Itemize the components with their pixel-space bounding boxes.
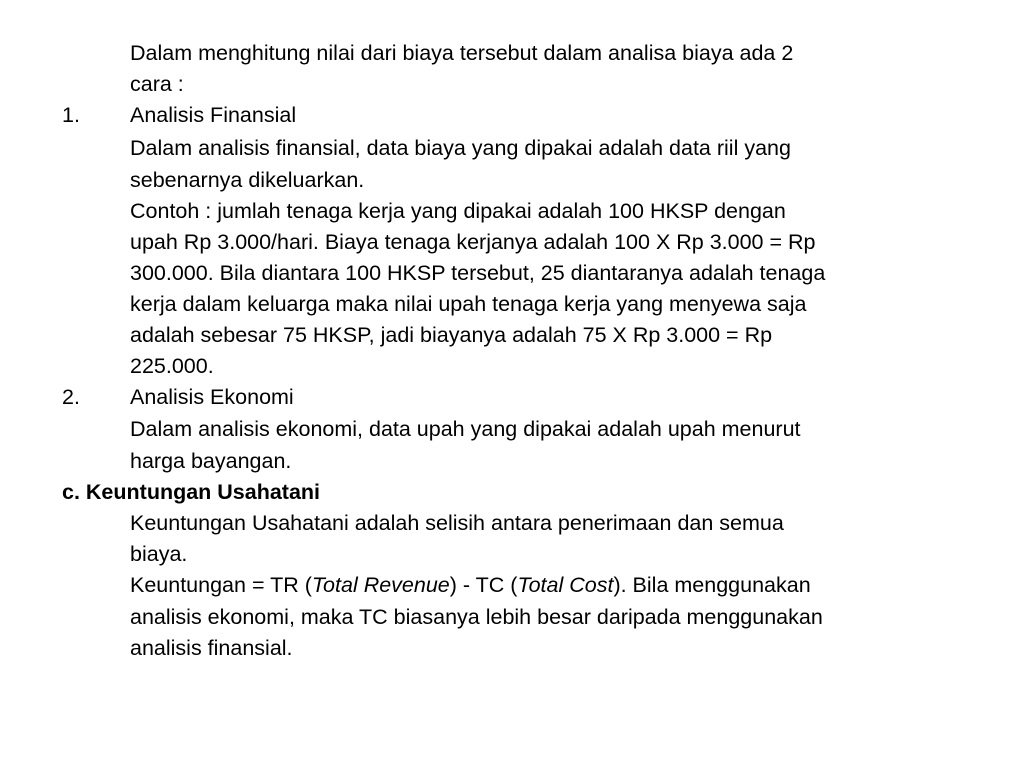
formula-suffix: ). Bila menggunakan [613,573,811,597]
total-revenue-term: Total Revenue [311,573,450,597]
item-2-title: Analisis Ekonomi [130,385,294,409]
total-cost-term: Total Cost [517,573,614,597]
section-c-para-2-line-2: analisis ekonomi, maka TC biasanya lebih besar daripada menggunakan [130,605,823,629]
section-c-para-1-line-1: Keuntungan Usahatani adalah selisih antara penerimaan dan semua [130,511,784,535]
section-c-formula-line [130,570,811,601]
item-1-example-line-3: 300.000. Bila diantara 100 HKSP tersebut, 25 diantaranya adalah tenaga [130,261,826,285]
section-c-para-2-line-3: analisis finansial. [130,636,293,660]
item-1-number: 1. [62,103,80,127]
section-c-para-1-line-2: biaya. [130,542,188,566]
item-1-example-line-6: 225.000. [130,354,214,378]
item-1-desc-line-1: Dalam analisis finansial, data biaya yang dipakai adalah data riil yang [130,136,791,160]
section-c-heading: c. Keuntungan Usahatani [62,480,321,504]
formula-middle: ) - TC ( [449,573,518,597]
intro-line-1: Dalam menghitung nilai dari biaya tersebut dalam analisa biaya ada 2 [130,41,794,65]
item-1-example-line-4: kerja dalam keluarga maka nilai upah tenaga kerja yang menyewa saja [130,292,807,316]
formula-prefix: Keuntungan = TR ( [130,573,312,597]
item-2-desc-line-2: harga bayangan. [130,449,292,473]
item-2-desc-line-1: Dalam analisis ekonomi, data upah yang dipakai adalah upah menurut [130,417,801,441]
item-1-example-line-1: Contoh : jumlah tenaga kerja yang dipakai adalah 100 HKSP dengan [130,199,786,223]
item-1-title: Analisis Finansial [130,103,297,127]
intro-line-2: cara : [130,72,184,96]
item-2-number: 2. [62,385,80,409]
item-1-example-line-5: adalah sebesar 75 HKSP, jadi biayanya adalah 75 X Rp 3.000 = Rp [130,323,773,347]
item-1-desc-line-2: sebenarnya dikeluarkan. [130,168,365,192]
item-1-example-line-2: upah Rp 3.000/hari. Biaya tenaga kerjanya adalah 100 X Rp 3.000 = Rp [130,230,816,254]
